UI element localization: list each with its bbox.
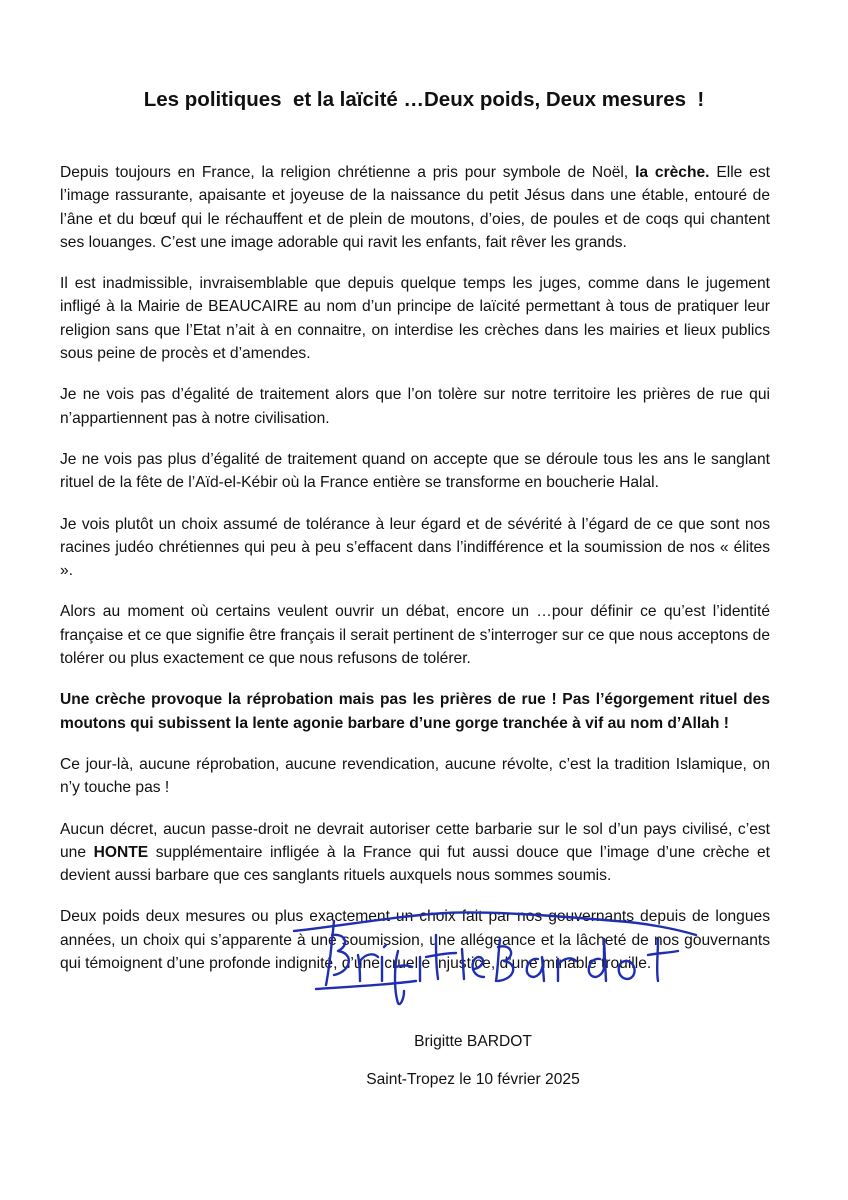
paragraph-creche-emphasis: la crèche.	[635, 164, 710, 181]
paragraph-shame	[60, 818, 770, 888]
letter-title: Les politiques et la laïcité …Deux poids, Deux mesures !	[143, 88, 705, 111]
place-date: Saint-Tropez le 10 février 2025	[366, 1071, 580, 1088]
paragraph-identity-debate: Alors au moment où certains veulent ouvrir un débat, encore un …pour définir ce qu’est l’identité française et ce que signifie être français il serait pertinent de s’interroger sur ce que nous acceptons de tolérer ou plus exactement ce que nous refusons de tolérer.	[60, 603, 770, 668]
signer-name: Brigitte BARDOT	[414, 1033, 532, 1050]
paragraph-judges: Il est inadmissible, invraisemblable que depuis quelque temps les juges, comme dans le jugement infligé à la Mairie de BEAUCAIRE au nom d’un principe de laïcité permettant à tous de pratiquer leur religion sans que l’Etat n’ait à en connaitre, on interdise les crèches dans les mairies et lieux publics sous peine de procès et d’amendes.	[60, 275, 770, 363]
paragraph-shame-end: supplémentaire infligée à la France qui fut aussi douce que l’image d’une crèche et devient aussi barbare que ces sanglants rituels auxquels nous sommes soumis.	[60, 843, 770, 885]
paragraph-aid: Je ne vois pas plus d’égalité de traitement quand on accepte que se déroule tous les ans le sanglant rituel de la fête de l’Aïd-el-Kébir où la France entière se transforme en boucherie Halal.	[60, 450, 770, 492]
paragraph-creche-end: Elle est l’image rassurante, apaisante et joyeuse de la naissance du petit Jésus dans une étable, entouré de l’âne et du bœuf qui le réchauffent et de plein de moutons, d’oies, de poules et de coqs qui chantent ses louanges. C’est une image adorable qui ravit les enfants, fait rêver les grands.	[60, 164, 770, 251]
signature-strokes	[294, 912, 696, 1004]
paragraph-tolerance: Je vois plutôt un choix assumé de tolérance à leur égard et de sévérité à l’égard de ce que sont nos racines judéo chrétiennes qui peu à peu s’effacent dans l’indifférence et la soumission de nos « élites ».	[60, 515, 770, 580]
paragraph-bold-statement: Une crèche provoque la réprobation mais pas les prières de rue ! Pas l’égorgement rituel des moutons qui subissent la lente agonie barbare d’une gorge tranchée à vif au nom d’Allah !	[60, 691, 770, 732]
paragraph-creche	[60, 161, 770, 254]
paragraph-shame-start: Aucun décret, aucun passe-droit ne devrait autoriser cette barbarie sur le sol d’un pays civilisé, c’est une	[60, 820, 770, 861]
paragraph-shame-emphasis: HONTE	[93, 843, 149, 861]
letter-body	[60, 161, 770, 993]
paragraph-street-prayers: Je ne vois pas d’égalité de traitement alors que l’on tolère sur notre territoire les prières de rue qui n’appartiennent pas à notre civilisation.	[60, 386, 770, 427]
paragraph-tradition: Ce jour-là, aucune réprobation, aucune revendication, aucune révolte, c’est la tradition Islamique, on n’y touche pas !	[60, 755, 770, 797]
paragraph-creche-start: Depuis toujours en France, la religion chrétienne a pris pour symbole de Noël,	[60, 164, 636, 181]
handwritten-signature	[286, 895, 706, 1010]
paragraph-conclusion: Deux poids deux mesures ou plus exactement un choix fait par nos gouvernants depuis de longues années, un choix qui s’apparente à une soumission, une allégeance et la lâcheté de nos gouvernants qui témoignent d’une profonde indignité, d’une cruelle injustice, d’une minable trouille.	[60, 908, 770, 973]
